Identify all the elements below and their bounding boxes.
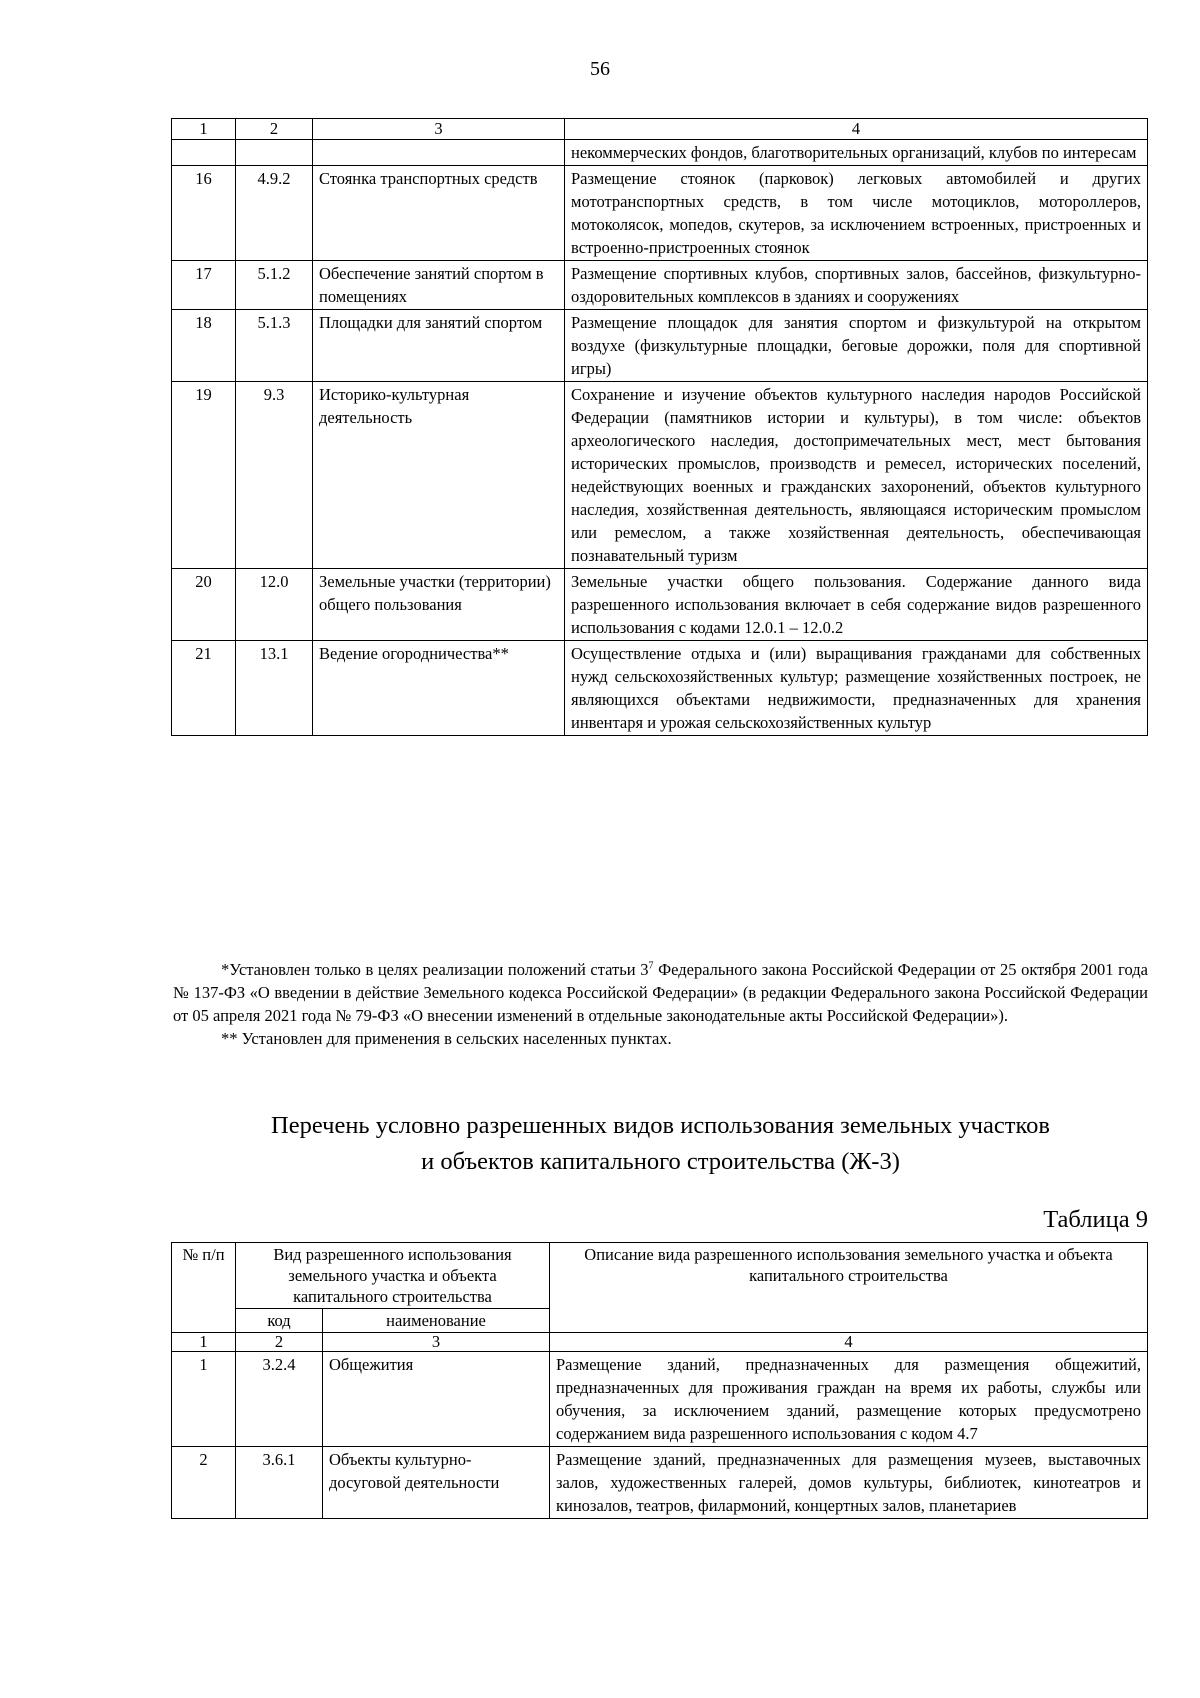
row-number: 2: [172, 1447, 236, 1519]
row-name: Объекты культурно-досуговой деятельности: [323, 1447, 550, 1519]
table-header-row: [172, 119, 1148, 140]
section-title-line-1: Перечень условно разрешенных видов использования земельных участков: [271, 1112, 1050, 1139]
row-description: Размещение площадок для занятия спортом и физкультурой на открытом воздухе (физкультурные площадки, беговые дорожки, поля для спортивной игры): [565, 310, 1148, 382]
table-row: [172, 1352, 1148, 1447]
row-number: 1: [172, 1352, 236, 1447]
row-number: 20: [172, 569, 236, 641]
table-row: [172, 166, 1148, 261]
table-row: [172, 569, 1148, 641]
row-name: [313, 140, 565, 166]
column-number-4: 4: [550, 1333, 1148, 1352]
column-number-2: 2: [236, 1333, 323, 1352]
column-number-3: 3: [323, 1333, 550, 1352]
row-code: 4.9.2: [236, 166, 313, 261]
row-code: [236, 140, 313, 166]
column-numbers-row: [172, 1333, 1148, 1352]
row-description: Размещение спортивных клубов, спортивных залов, бассейнов, физкультурно-оздоровительных комплексов в зданиях и сооружениях: [565, 261, 1148, 310]
header-name: наименование: [323, 1309, 550, 1333]
row-number: [172, 140, 236, 166]
row-description: Осуществление отдыха и (или) выращивания гражданами для собственных нужд сельскохозяйственных культур; размещение хозяйственных построек, не являющихся объектами недвижимости, предназначенных для хранения инвентаря и урожая сельскохозяйственных культур: [565, 641, 1148, 736]
row-name: Земельные участки (территории) общего пользования: [313, 569, 565, 641]
row-name: Обеспечение занятий спортом в помещениях: [313, 261, 565, 310]
row-description: Земельные участки общего пользования. Содержание данного вида разрешенного использования включает в себя содержание видов разрешенного использования с кодами 12.0.1 – 12.0.2: [565, 569, 1148, 641]
row-description: Сохранение и изучение объектов культурного наследия народов Российской Федерации (памятников истории и культуры), в том числе: объектов археологического наследия, достопримечательных мест, мест бытования исторических промыслов, производств и ремесел, исторических поселений, недействующих военных и гражданских захоронений, объектов культурного наследия, хозяйственная деятельность, являющаяся историческим промыслом или ремеслом, а также хозяйственная деятельность, обеспечивающая познавательный туризм: [565, 382, 1148, 569]
section-title: [173, 1108, 1148, 1180]
row-number: 16: [172, 166, 236, 261]
row-description: Размещение стоянок (парковок) легковых автомобилей и других мототранспортных средств, в том числе мотоциклов, мотороллеров, мотоколясок, мопедов, скутеров, за исключением встроенных, пристроенных и встроенно-пристроенных стоянок: [565, 166, 1148, 261]
conditional-use-table: [171, 1242, 1148, 1519]
row-description: Размещение зданий, предназначенных для размещения музеев, выставочных залов, художественных галерей, домов культуры, библиотек, кинотеатров и кинозалов, театров, филармоний, концертных залов, планетариев: [550, 1447, 1148, 1519]
header-code: код: [236, 1309, 323, 1333]
row-code: 3.2.4: [236, 1352, 323, 1447]
row-name: Историко-культурная деятельность: [313, 382, 565, 569]
table-row: [172, 641, 1148, 736]
table-row: [172, 261, 1148, 310]
section-title-line-2: и объектов капитального строительства (Ж-3): [421, 1148, 900, 1175]
column-number-1: 1: [172, 1333, 236, 1352]
table-row: [172, 140, 1148, 166]
footnotes: [173, 958, 1148, 1050]
header-number: № п/п: [172, 1243, 236, 1333]
row-code: 5.1.2: [236, 261, 313, 310]
row-description: некоммерческих фондов, благотворительных организаций, клубов по интересам: [565, 140, 1148, 166]
table-row: [172, 382, 1148, 569]
table-row: [172, 310, 1148, 382]
row-code: 3.6.1: [236, 1447, 323, 1519]
row-number: 21: [172, 641, 236, 736]
column-number-1: 1: [172, 119, 236, 140]
row-name: Ведение огородничества**: [313, 641, 565, 736]
footnote-1: [173, 958, 1148, 1027]
row-number: 17: [172, 261, 236, 310]
footnote-1-superscript: 7: [648, 960, 654, 972]
row-code: 9.3: [236, 382, 313, 569]
row-number: 18: [172, 310, 236, 382]
row-name: Площадки для занятий спортом: [313, 310, 565, 382]
table-label: Таблица 9: [1043, 1206, 1148, 1233]
table-row: [172, 1447, 1148, 1519]
row-code: 5.1.3: [236, 310, 313, 382]
zoning-table-continued: [171, 118, 1148, 736]
header-description: Описание вида разрешенного использования земельного участка и объекта капитального строительства: [550, 1243, 1148, 1333]
page-number: 56: [590, 58, 610, 80]
column-number-4: 4: [565, 119, 1148, 140]
column-number-2: 2: [236, 119, 313, 140]
footnote-1-text-cont: Федерального закона Российской Федерации от 25 октября 2001 года № 137-ФЗ «О введении в действие Земельного кодекса Российской Федерации» (в редакции Федерального закона Российской Федерации от 05 апреля 2021 года № 79-ФЗ «О внесении изменений в отдельные законодательные акты Российской Федерации»).: [173, 960, 1148, 1025]
footnote-2: ** Установлен для применения в сельских населенных пунктах.: [221, 1029, 672, 1048]
row-code: 13.1: [236, 641, 313, 736]
row-name: Стоянка транспортных средств: [313, 166, 565, 261]
row-description: Размещение зданий, предназначенных для размещения общежитий, предназначенных для проживания граждан на время их работы, службы или обучения, за исключением зданий, размещение которых предусмотрено содержанием вида разрешенного использования с кодом 4.7: [550, 1352, 1148, 1447]
footnote-1-text: *Установлен только в целях реализации положений статьи 3: [221, 960, 649, 979]
row-number: 19: [172, 382, 236, 569]
table-header-row: [172, 1243, 1148, 1309]
row-name: Общежития: [323, 1352, 550, 1447]
header-use-type: Вид разрешенного использования земельного участка и объекта капитального строительства: [236, 1243, 550, 1309]
row-code: 12.0: [236, 569, 313, 641]
column-number-3: 3: [313, 119, 565, 140]
